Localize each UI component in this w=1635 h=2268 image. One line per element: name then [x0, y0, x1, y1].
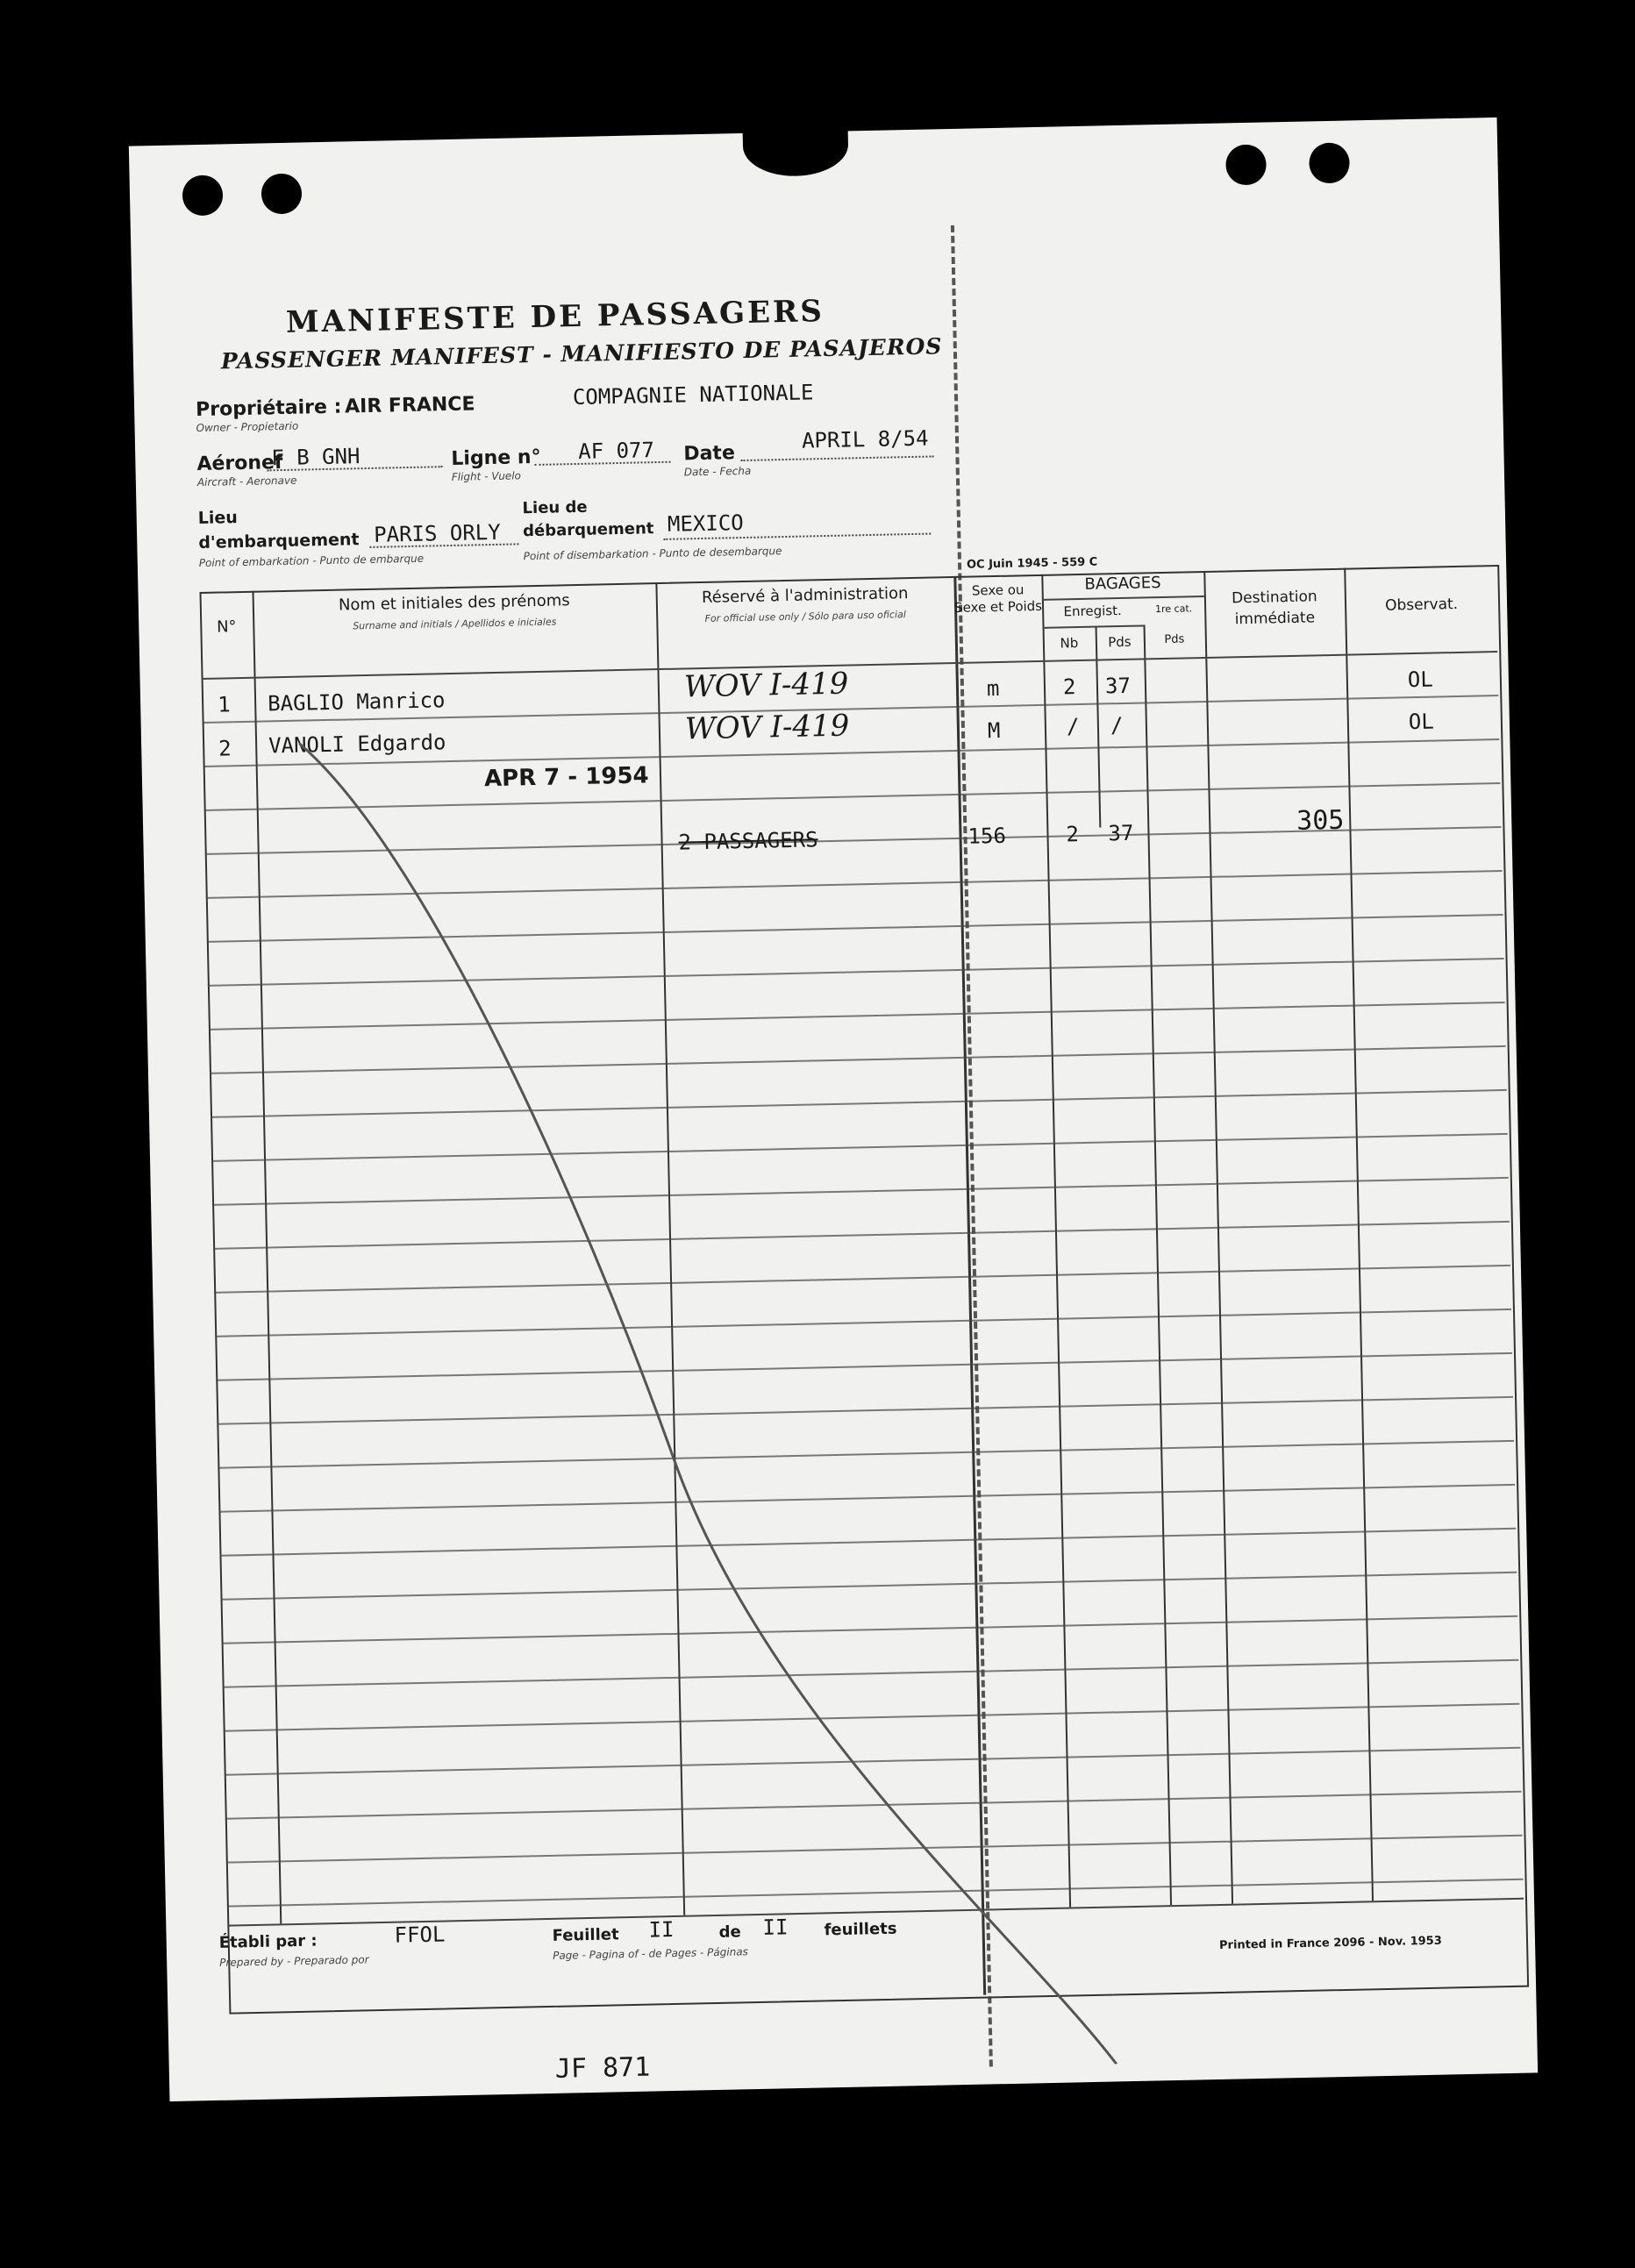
of-value: II: [762, 1915, 789, 1940]
col-name-sub: Surname and initials / Apellidos e iniciales: [353, 616, 557, 632]
flight-label: Ligne n°: [451, 446, 541, 470]
disembark-label: Lieu de débarquement: [522, 497, 654, 541]
col-cab-pds: Pds: [1164, 632, 1185, 646]
form-title: MANIFESTE DE PASSAGERS: [285, 294, 825, 340]
sheet-value: II: [648, 1917, 675, 1943]
sheets-sub: Page - Pagina of - de Pages - Páginas: [552, 1945, 749, 1962]
baggage-pds: /: [1110, 712, 1124, 738]
torn-notch: [742, 113, 848, 176]
passenger-sex: m: [986, 675, 1000, 702]
manifest-sheet: [129, 118, 1538, 2101]
baggage-pds: 37: [1104, 673, 1132, 699]
date-value: APRIL 8/54: [801, 425, 929, 453]
col-official: Réservé à l'administration: [701, 584, 909, 608]
row-number: 1: [217, 692, 231, 717]
embark-label: Lieu d'embarquement: [197, 508, 360, 553]
total-baggage-pds: 37: [1108, 820, 1134, 846]
col-sex: Sexe ou Sexe et Poids: [953, 581, 1043, 616]
owner-sub: Owner - Propietario: [196, 419, 299, 435]
official-ref: WOV I-419: [684, 708, 850, 747]
disembark-sub: Point of disembarkation - Punto de desembarque: [523, 545, 782, 563]
date-sub: Date - Fecha: [683, 464, 752, 479]
printed-note: Printed in France 2096 - Nov. 1953: [1218, 1934, 1442, 1952]
passenger-sex: M: [987, 717, 1001, 744]
prepared-sub: Prepared by - Preparado por: [219, 1953, 369, 1969]
total-baggage-nb: 2: [1066, 822, 1080, 847]
aircraft-label: Aéronef: [196, 451, 283, 476]
col-name: Nom et initiales des prénoms: [338, 591, 570, 615]
date-label: Date: [683, 442, 736, 466]
observation: OL: [1408, 709, 1435, 735]
flight-value: AF 077: [577, 438, 655, 464]
total-weight: 156: [967, 823, 1007, 849]
date-stamp: APR 7 - 1954: [483, 762, 649, 793]
embark-value: PARIS ORLY: [373, 519, 501, 547]
punch-hole: [261, 173, 303, 214]
aircraft-value: F B GNH: [271, 444, 361, 471]
col-nb: Nb: [1060, 635, 1079, 652]
owner-value: AIR FRANCE: [344, 393, 475, 418]
col-no: N°: [216, 617, 237, 637]
of-label: de: [718, 1922, 741, 1942]
row-number: 2: [218, 736, 232, 761]
col-baggage: BAGAGES: [1084, 574, 1161, 594]
form-subtitle: PASSENGER MANIFEST - MANIFIESTO DE PASAJEROS: [220, 333, 943, 374]
punch-hole: [182, 175, 224, 216]
baggage-nb: 2: [1062, 674, 1076, 700]
prepared-label: Établi par :: [218, 1931, 318, 1952]
punch-hole: [1309, 142, 1350, 183]
disembark-value: MEXICO: [667, 510, 744, 537]
baggage-nb: /: [1066, 714, 1080, 739]
col-enreg: Enregist.: [1063, 602, 1122, 620]
embark-sub: Point of embarkation - Punto de embarque: [198, 552, 425, 570]
owner-label: Propriétaire :: [195, 396, 342, 422]
official-ref: WOV I-419: [683, 666, 849, 705]
aircraft-sub: Aircraft - Aeronave: [196, 474, 297, 489]
sheet-label: Feuillet: [552, 1925, 619, 1945]
sheets-label: feuillets: [824, 1919, 897, 1940]
flight-sub: Flight - Vuelo: [451, 469, 522, 483]
form-reference: OC Juin 1945 - 559 C: [966, 555, 1098, 572]
col-official-sub: For official use only / Sólo para uso oficial: [704, 609, 906, 624]
prepared-value: FFOL: [394, 1922, 446, 1948]
passenger-name: VANOLI Edgardo: [268, 730, 446, 759]
total-passengers: 2 PASSAGERS: [678, 827, 818, 855]
col-cab: 1re cat.: [1154, 603, 1193, 616]
col-observ: Observat.: [1384, 595, 1459, 615]
col-pds: Pds: [1108, 633, 1132, 651]
punch-hole: [1225, 144, 1267, 185]
observation: OL: [1407, 667, 1434, 693]
passenger-table: [199, 565, 1527, 2013]
col-destination: Destination immédiate: [1231, 588, 1317, 629]
company-name: COMPAGNIE NATIONALE: [572, 380, 814, 410]
passenger-name: BAGLIO Manrico: [267, 688, 446, 717]
cancel-stroke: [199, 565, 1528, 2083]
total-destination: 305: [1296, 804, 1345, 837]
archive-number: JF 871: [554, 2051, 651, 2085]
